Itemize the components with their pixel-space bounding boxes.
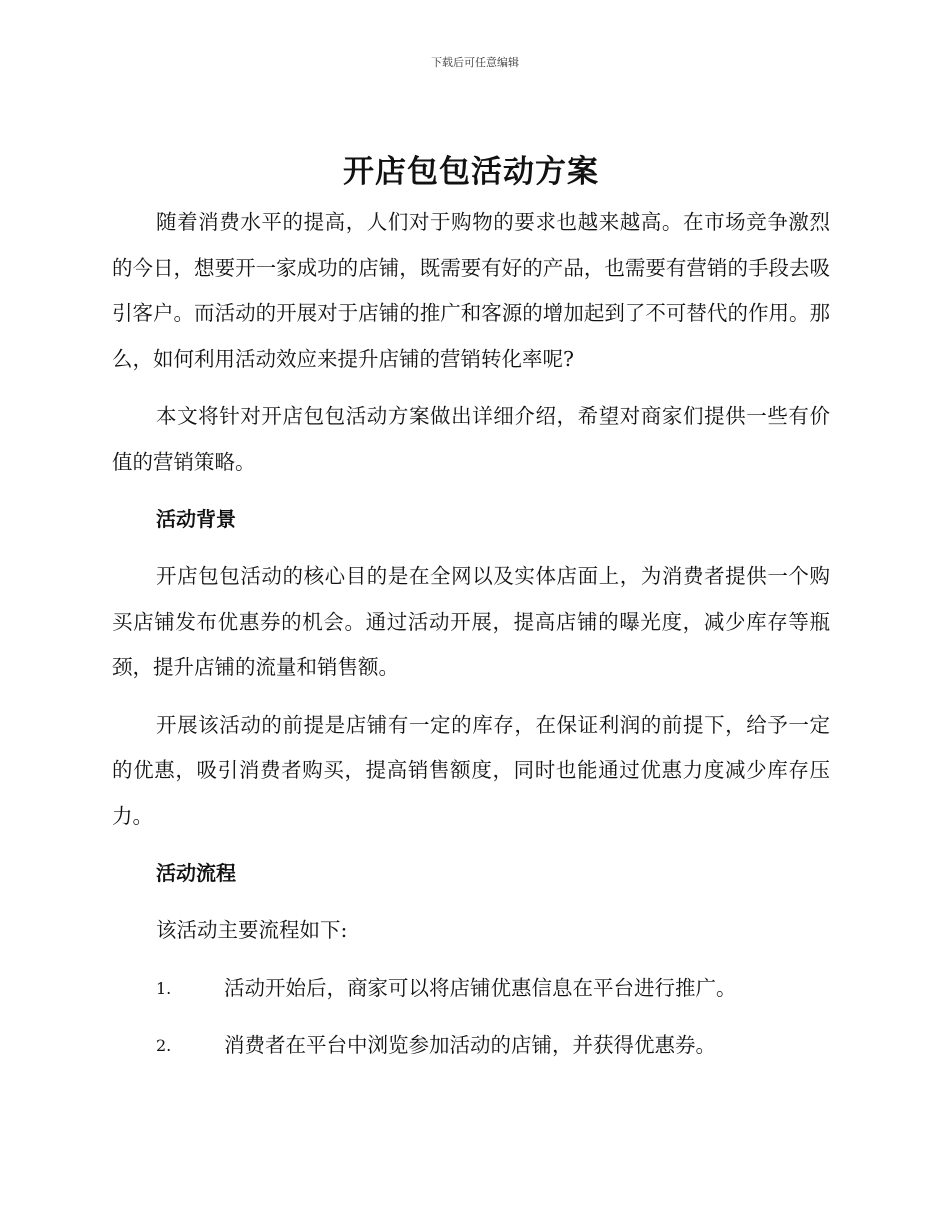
document-body [112, 150, 830, 1080]
intro-paragraph-2: 本文将针对开店包包活动方案做出详细介绍，希望对商家们提供一些有价值的营销策略。 [112, 404, 830, 474]
header-note: 下载后可任意编辑 [431, 56, 519, 69]
list-item-number: 1. [156, 978, 172, 998]
list-item [112, 1023, 830, 1068]
background-paragraph-2: 开展该活动的前提是店铺有一定的库存，在保证利润的前提下，给予一定的优惠，吸引消费者购买，提高销售额度，同时也能通过优惠力度减少库存压力。 [112, 712, 830, 828]
section-heading-process: 活动流程 [156, 861, 236, 885]
list-item-text: 消费者在平台中浏览参加活动的店铺，并获得优惠券。 [224, 1032, 716, 1057]
list-item-text: 活动开始后，商家可以将店铺优惠信息在平台进行推广。 [224, 975, 737, 1000]
list-item-number: 2. [156, 1035, 172, 1055]
document-title: 开店包包活动方案 [343, 154, 599, 190]
section-heading-background: 活动背景 [156, 507, 236, 531]
process-lead: 该活动主要流程如下: [156, 918, 348, 942]
background-paragraph-1: 开店包包活动的核心目的是在全网以及实体店面上，为消费者提供一个购买店铺发布优惠券的机会。通过活动开展，提高店铺的曝光度，减少库存等瓶颈，提升店铺的流量和销售额。 [112, 564, 830, 679]
intro-paragraph-1: 随着消费水平的提高，人们对于购物的要求也越来越高。在市场竞争激烈的今日，想要开一家成功的店铺，既需要有好的产品，也需要有营销的手段去吸引客户。而活动的开展对于店铺的推广和客源的增加起到了不可替代的作用。那么，如何利用活动效应来提升店铺的营销转化率呢? [112, 210, 830, 371]
list-item [112, 966, 830, 1011]
